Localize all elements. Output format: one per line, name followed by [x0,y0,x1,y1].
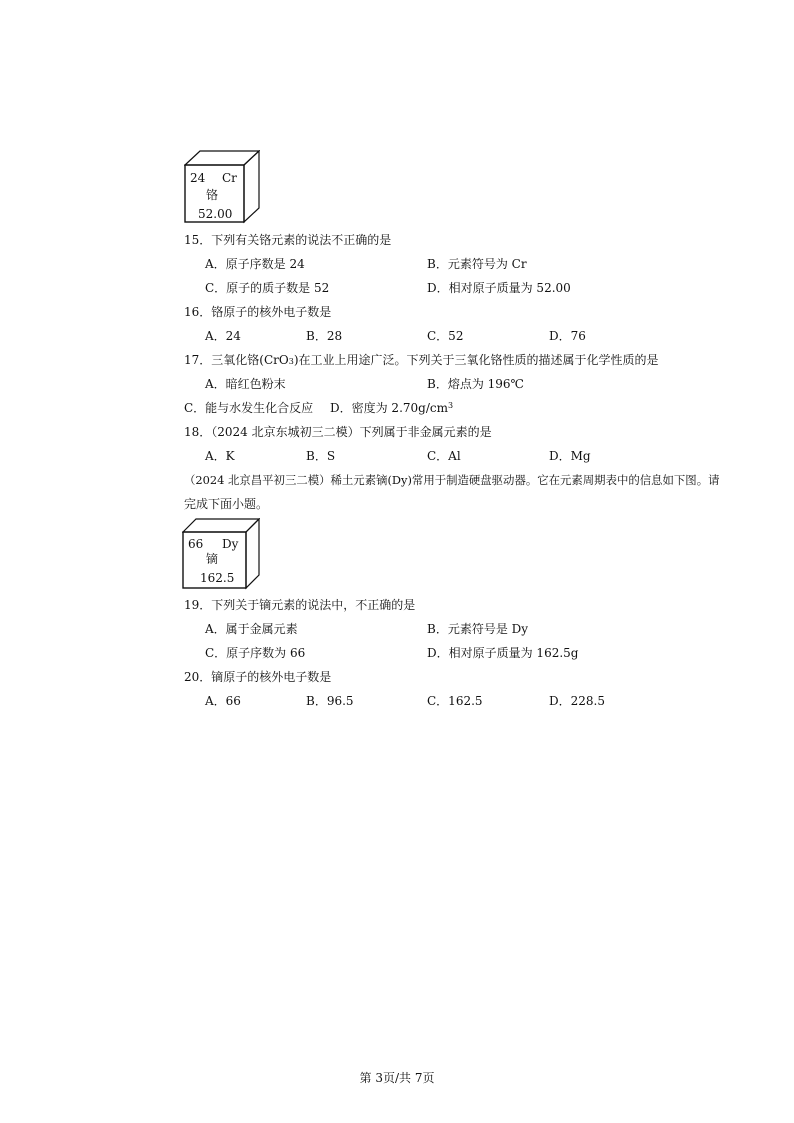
question-19-option-b: B．元素符号是 Dy [427,622,529,636]
question-18-option-a: A．K [205,449,235,463]
question-20-option-d: D．228.5 [549,694,605,708]
question-17-stem [184,352,659,368]
question-20-option-a: A．66 [205,694,241,708]
question-17-option-d-text: D．密度为 2.70g/cm [330,401,448,415]
element-symbol: Dy [222,537,239,551]
question-19-option-d: D．相对原子质量为 162.5g [427,646,579,660]
question-20-option-c: C．162.5 [427,694,483,708]
question-15-option-b: B．元素符号为 Cr [427,257,527,271]
question-16-option-b: B．28 [306,329,343,343]
question-16-option-c: C．52 [427,329,464,343]
question-18-option-c: C．Al [427,449,461,463]
page-footer: 第 3页/共 7页 [359,1071,435,1085]
question-18-option-b: B．S [306,449,336,463]
element-name: 铬 [206,188,219,202]
question-17-stem-pre: 17．三氧化铬(CrO [184,353,289,367]
question-17-option-b: B．熔点为 196℃ [427,377,524,391]
question-17-stem-post: )在工业上用途广泛。下列关于三氧化铬性质的描述属于化学性质的是 [293,353,659,367]
question-18-option-d: D．Mg [549,449,591,463]
element-symbol: Cr [222,171,237,185]
question-16-stem: 16．铬原子的核外电子数是 [184,305,332,319]
element-box-dy [182,518,260,590]
question-17-stem-sub: 3 [288,357,294,366]
question-15-option-d: D．相对原子质量为 52.00 [427,281,571,295]
question-16-option-d: D．76 [549,329,586,343]
question-17-option-a: A．暗红色粉末 [205,377,286,391]
intro-line-1: （2024 北京昌平初三二模）稀土元素镝(Dy)常用于制造硬盘驱动器。它在元素周期表中的信息如下图。请 [184,473,720,487]
question-15-option-a: A．原子序数是 24 [205,257,305,271]
question-19-stem: 19．下列关于镝元素的说法中，不正确的是 [184,598,416,612]
element-box-cr [184,150,260,224]
question-18-stem: 18．（2024 北京东城初三二模）下列属于非金属元素的是 [184,425,492,439]
question-15-stem: 15．下列有关铬元素的说法不正确的是 [184,233,392,247]
question-17-option-d-sup: 3 [447,401,454,410]
question-16-option-a: A．24 [205,329,241,343]
question-17-option-d [330,400,453,416]
element-mass: 162.5 [200,571,235,585]
question-20-option-b: B．96.5 [306,694,354,708]
question-19-option-c: C．原子序数为 66 [205,646,306,660]
element-mass: 52.00 [198,207,233,221]
intro-line-2: 完成下面小题。 [184,497,269,511]
question-19-option-a: A．属于金属元素 [205,622,298,636]
question-17-option-c: C．能与水发生化合反应 [184,401,314,415]
question-15-option-c: C．原子的质子数是 52 [205,281,330,295]
element-number: 24 [190,171,206,185]
question-20-stem: 20．镝原子的核外电子数是 [184,670,332,684]
element-number: 66 [188,537,204,551]
element-name: 镝 [206,552,219,566]
